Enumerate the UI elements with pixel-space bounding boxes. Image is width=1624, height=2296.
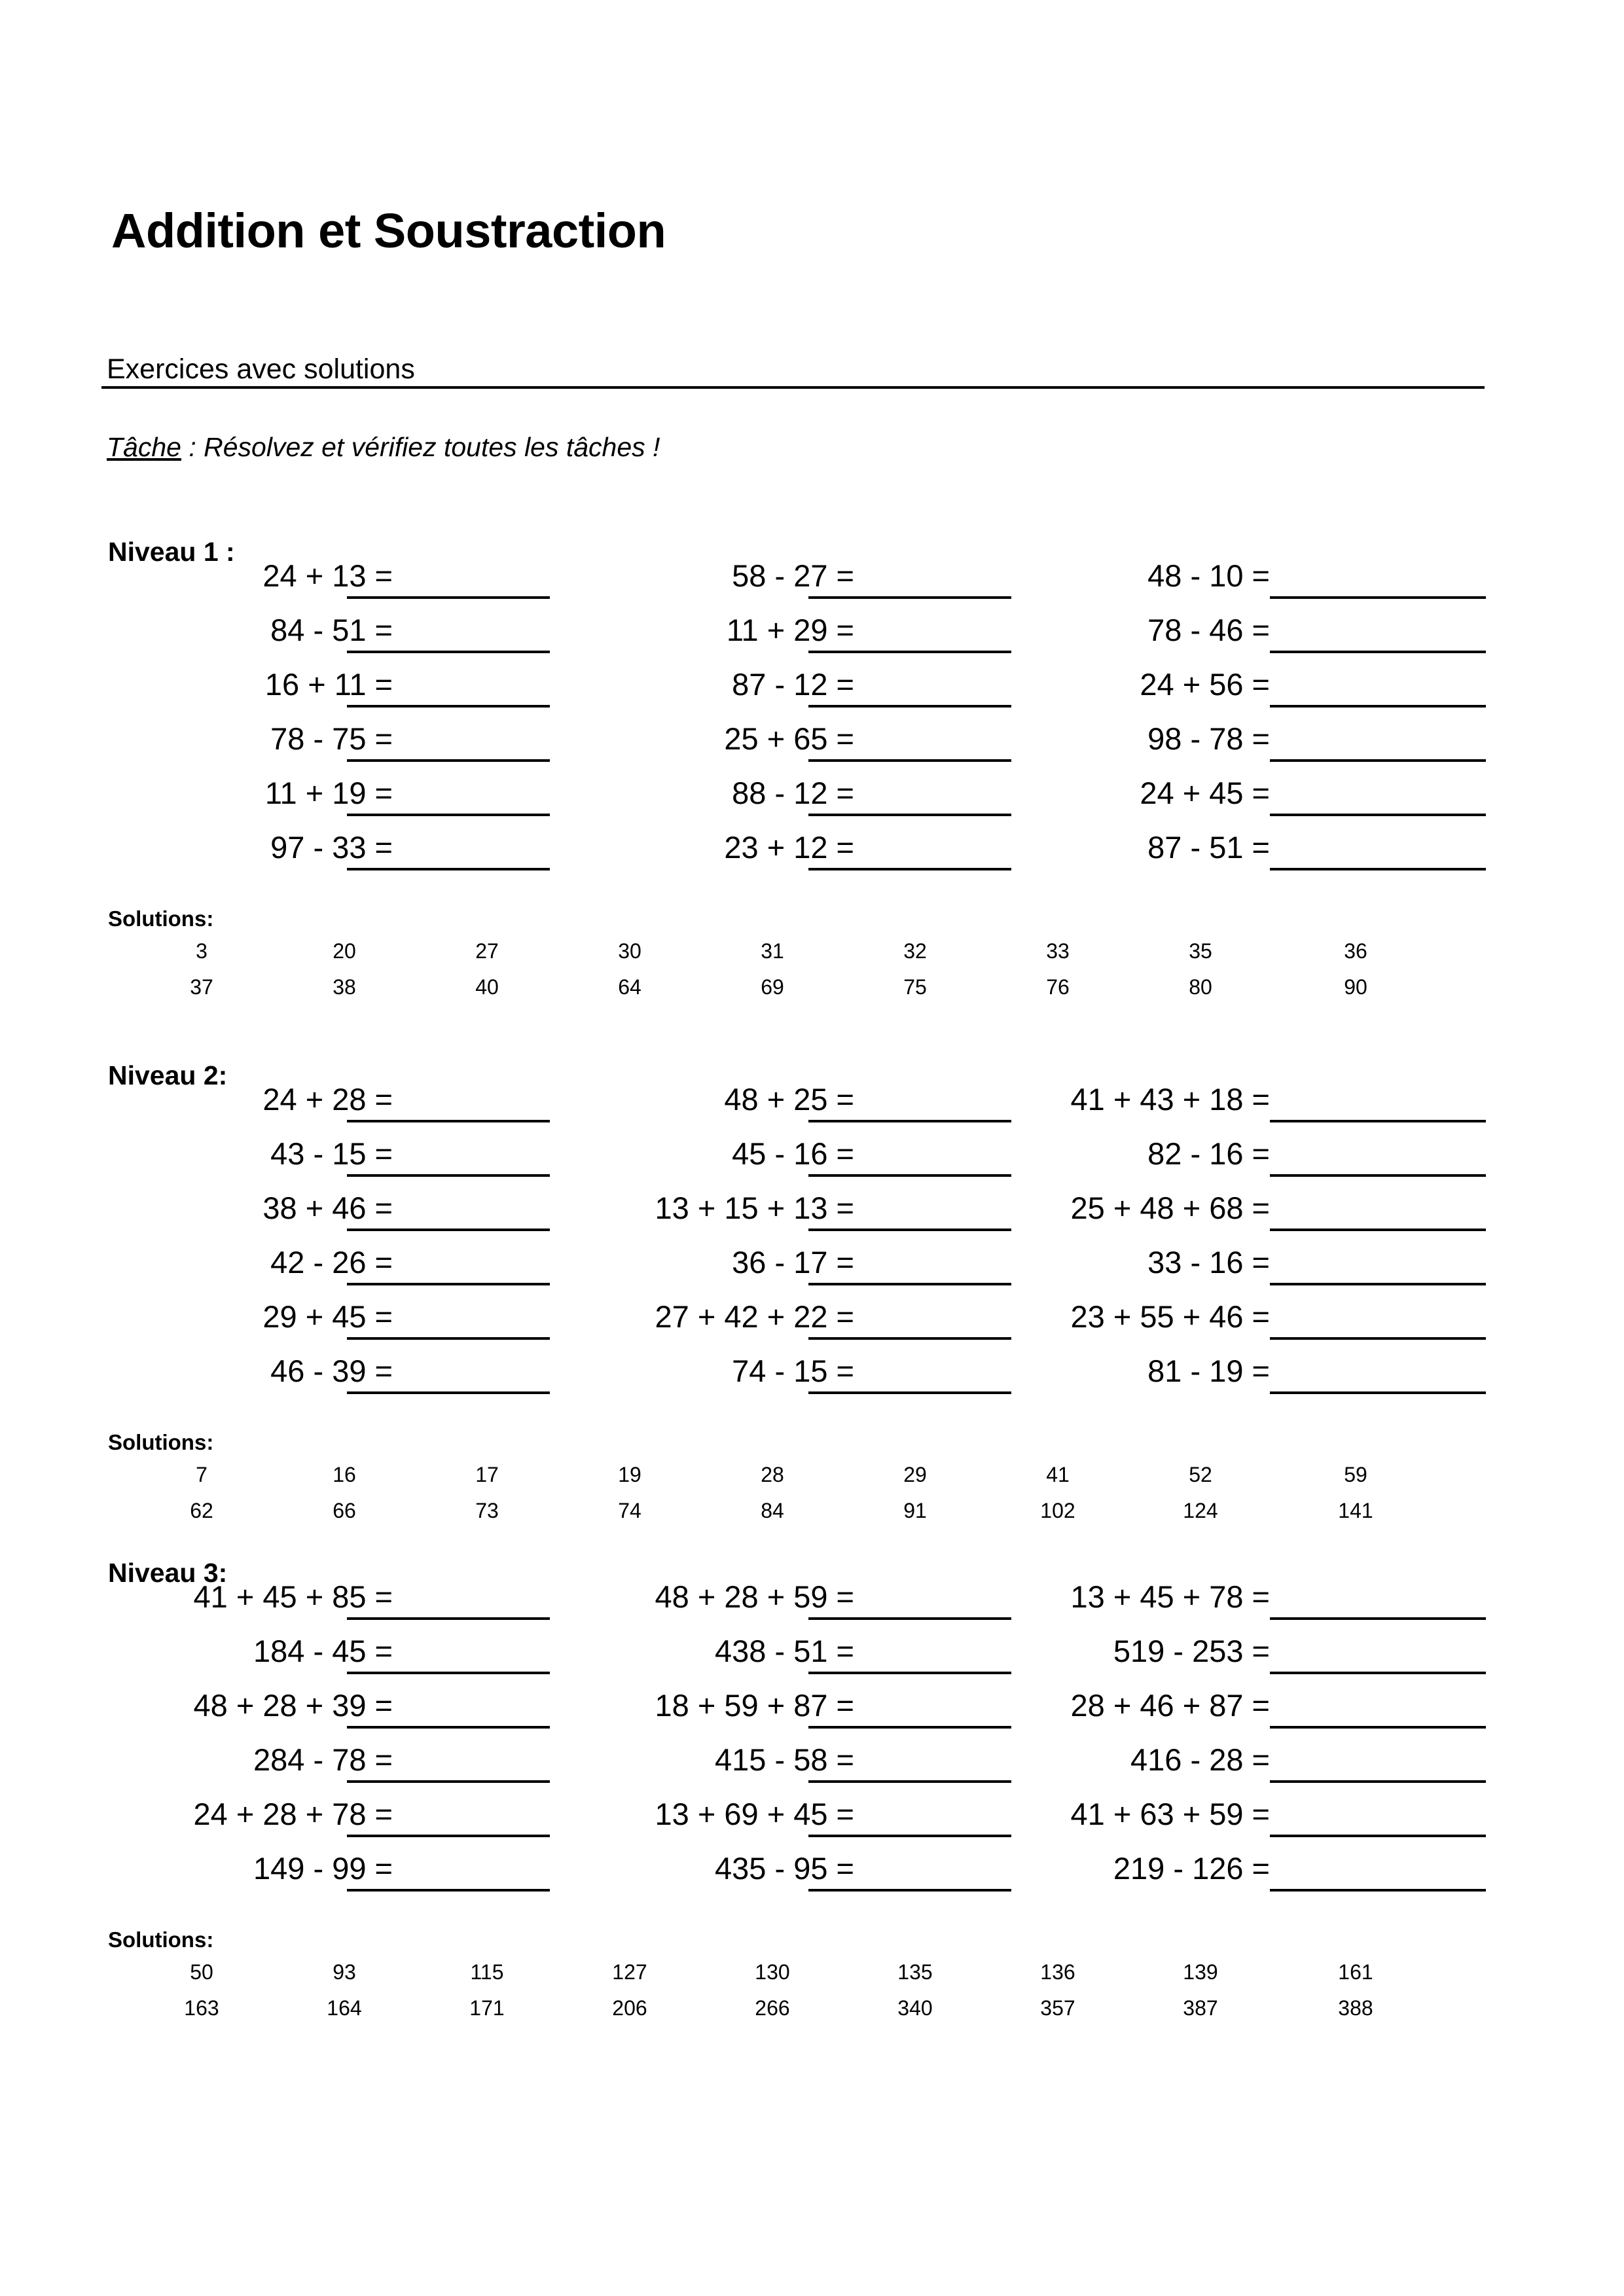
solution-value: 90 (1344, 975, 1367, 999)
problem-expression: 24 + 28 = (262, 1082, 393, 1117)
problem-expression: 149 - 99 = (253, 1851, 393, 1886)
answer-blank[interactable] (1270, 1391, 1486, 1394)
answer-blank[interactable] (347, 1283, 550, 1285)
problem-expression: 41 + 63 + 59 = (1070, 1797, 1270, 1831)
problem-expression: 18 + 59 + 87 = (655, 1688, 854, 1723)
problem-item (524, 1839, 1011, 1892)
problem-item (982, 1676, 1486, 1729)
problem-item (524, 1785, 1011, 1837)
problem-expression: 74 - 15 = (732, 1354, 854, 1388)
problem-expression: 45 - 16 = (732, 1136, 854, 1171)
answer-blank[interactable] (1270, 1617, 1486, 1620)
problem-item (524, 1568, 1011, 1620)
problem-expression: 78 - 75 = (270, 721, 393, 756)
problem-expression: 41 + 43 + 18 = (1070, 1082, 1270, 1117)
problem-item (982, 1568, 1486, 1620)
solution-value: 66 (333, 1499, 356, 1522)
solution-value: 3 (196, 939, 208, 963)
problem-expression: 519 - 253 = (1113, 1634, 1270, 1668)
solution-value: 36 (1344, 939, 1367, 963)
answer-blank[interactable] (808, 596, 1011, 599)
solution-value: 38 (333, 975, 356, 999)
answer-blank[interactable] (347, 1780, 550, 1783)
problem-item (65, 1124, 550, 1177)
solution-value: 93 (333, 1960, 356, 1984)
problem-item (982, 601, 1486, 653)
answer-blank[interactable] (347, 1120, 550, 1122)
page-title: Addition et Soustraction (111, 204, 666, 258)
problem-item (65, 601, 550, 653)
solution-value: 27 (475, 939, 499, 963)
task-text: : Résolvez et vérifiez toutes les tâches ! (181, 432, 660, 462)
problem-expression: 435 - 95 = (715, 1851, 854, 1886)
answer-blank[interactable] (808, 1229, 1011, 1231)
problem-expression: 219 - 126 = (1113, 1851, 1270, 1886)
solution-value: 130 (755, 1960, 790, 1984)
answer-blank[interactable] (808, 1337, 1011, 1340)
problem-expression: 82 - 16 = (1147, 1136, 1270, 1171)
solutions-label: Solutions: (108, 1430, 214, 1454)
answer-blank[interactable] (1270, 1283, 1486, 1285)
answer-blank[interactable] (347, 1174, 550, 1177)
problem-expression: 24 + 45 = (1140, 776, 1270, 810)
answer-blank[interactable] (1270, 1120, 1486, 1122)
answer-blank[interactable] (347, 759, 550, 762)
solution-value: 76 (1046, 975, 1070, 999)
problem-item (982, 1622, 1486, 1674)
answer-blank[interactable] (347, 1672, 550, 1674)
problem-item (65, 1676, 550, 1729)
problem-expression: 46 - 39 = (270, 1354, 393, 1388)
solution-value: 40 (475, 975, 499, 999)
problem-item (65, 1233, 550, 1285)
problem-item (524, 655, 1011, 708)
problem-item (65, 1287, 550, 1340)
problem-item (982, 709, 1486, 762)
solution-value: 41 (1046, 1463, 1070, 1486)
solution-value: 115 (470, 1960, 504, 1984)
solution-value: 206 (612, 1996, 647, 2020)
solution-value: 102 (1040, 1499, 1075, 1522)
solution-value: 141 (1338, 1499, 1373, 1522)
problem-expression: 27 + 42 + 22 = (655, 1299, 854, 1334)
solution-value: 33 (1046, 939, 1070, 963)
problem-item (65, 547, 550, 599)
solution-value: 136 (1040, 1960, 1075, 1984)
problem-item (524, 1676, 1011, 1729)
problem-item (65, 1785, 550, 1837)
problem-item (65, 818, 550, 870)
problem-item (982, 1070, 1486, 1122)
problem-expression: 184 - 45 = (253, 1634, 393, 1668)
solution-value: 139 (1183, 1960, 1218, 1984)
solution-value: 387 (1183, 1996, 1218, 2020)
problem-expression: 58 - 27 = (732, 558, 854, 593)
answer-blank[interactable] (347, 1835, 550, 1837)
solution-value: 20 (333, 939, 356, 963)
solution-value: 28 (761, 1463, 784, 1486)
problem-expression: 98 - 78 = (1147, 721, 1270, 756)
solution-value: 31 (761, 939, 784, 963)
problem-item (65, 1622, 550, 1674)
problem-item (65, 1070, 550, 1122)
answer-blank[interactable] (1270, 1780, 1486, 1783)
answer-blank[interactable] (1270, 814, 1486, 816)
solution-value: 50 (190, 1960, 213, 1984)
problem-expression: 284 - 78 = (253, 1742, 393, 1777)
solution-value: 30 (618, 939, 641, 963)
solution-value: 73 (475, 1499, 499, 1522)
solution-value: 340 (897, 1996, 933, 2020)
solution-value: 388 (1338, 1996, 1373, 2020)
solution-value: 62 (190, 1499, 213, 1522)
answer-blank[interactable] (347, 1337, 550, 1340)
solution-value: 37 (190, 975, 213, 999)
problem-item (982, 818, 1486, 870)
solution-value: 7 (196, 1463, 208, 1486)
level-section-3 (0, 1558, 1624, 2029)
problem-expression: 88 - 12 = (732, 776, 854, 810)
problem-item (524, 1342, 1011, 1394)
problem-expression: 24 + 28 + 78 = (193, 1797, 393, 1831)
answer-blank[interactable] (1270, 705, 1486, 708)
solution-value: 357 (1040, 1996, 1075, 2020)
answer-blank[interactable] (1270, 1726, 1486, 1729)
answer-blank[interactable] (808, 1174, 1011, 1177)
answer-blank[interactable] (808, 1889, 1011, 1892)
level-section-2 (0, 1060, 1624, 1532)
problem-expression: 48 + 25 = (724, 1082, 854, 1117)
problem-expression: 87 - 51 = (1147, 830, 1270, 865)
answer-blank[interactable] (808, 1617, 1011, 1620)
answer-blank[interactable] (1270, 1229, 1486, 1231)
answer-blank[interactable] (808, 814, 1011, 816)
problem-item (65, 1342, 550, 1394)
problem-expression: 23 + 12 = (724, 830, 854, 865)
problem-item (524, 818, 1011, 870)
solution-value: 32 (903, 939, 927, 963)
problem-item (65, 1568, 550, 1620)
answer-blank[interactable] (347, 868, 550, 870)
solution-value: 75 (903, 975, 927, 999)
problem-item (524, 1070, 1011, 1122)
answer-blank[interactable] (808, 1672, 1011, 1674)
problem-item (524, 1179, 1011, 1231)
solution-value: 59 (1344, 1463, 1367, 1486)
answer-blank[interactable] (808, 1835, 1011, 1837)
problem-item (524, 1622, 1011, 1674)
solutions-label: Solutions: (108, 1928, 214, 1952)
problem-expression: 29 + 45 = (262, 1299, 393, 1334)
problem-expression: 23 + 55 + 46 = (1070, 1299, 1270, 1334)
problem-item (524, 1124, 1011, 1177)
answer-blank[interactable] (347, 1726, 550, 1729)
task-instruction (107, 432, 660, 463)
problem-item (982, 547, 1486, 599)
answer-blank[interactable] (1270, 1174, 1486, 1177)
problem-item (65, 655, 550, 708)
problem-item (65, 1731, 550, 1783)
answer-blank[interactable] (347, 705, 550, 708)
problem-item (982, 1731, 1486, 1783)
problem-expression: 25 + 65 = (724, 721, 854, 756)
answer-blank[interactable] (808, 759, 1011, 762)
solution-value: 161 (1338, 1960, 1373, 1984)
answer-blank[interactable] (347, 1617, 550, 1620)
answer-blank[interactable] (808, 651, 1011, 653)
solution-value: 17 (475, 1463, 499, 1486)
answer-blank[interactable] (347, 814, 550, 816)
problem-expression: 36 - 17 = (732, 1245, 854, 1280)
solution-value: 163 (184, 1996, 219, 2020)
problem-item (65, 1839, 550, 1892)
answer-blank[interactable] (347, 651, 550, 653)
solution-value: 74 (618, 1499, 641, 1522)
problem-expression: 78 - 46 = (1147, 613, 1270, 647)
solution-value: 16 (333, 1463, 356, 1486)
problem-item (524, 709, 1011, 762)
problem-expression: 11 + 19 = (264, 776, 393, 810)
problem-item (982, 1124, 1486, 1177)
problem-expression: 42 - 26 = (270, 1245, 393, 1280)
problem-item (982, 1287, 1486, 1340)
level-title: Niveau 1 : (108, 537, 235, 567)
answer-blank[interactable] (1270, 1889, 1486, 1892)
problem-item (524, 764, 1011, 816)
solution-value: 124 (1183, 1499, 1218, 1522)
level-title: Niveau 2: (108, 1060, 228, 1090)
problem-item (524, 547, 1011, 599)
solution-value: 135 (897, 1960, 933, 1984)
solution-value: 266 (755, 1996, 790, 2020)
problem-expression: 33 - 16 = (1147, 1245, 1270, 1280)
subtitle-divider (101, 386, 1485, 389)
problem-expression: 48 + 28 + 39 = (193, 1688, 393, 1723)
problem-expression: 13 + 69 + 45 = (655, 1797, 854, 1831)
problem-expression: 87 - 12 = (732, 667, 854, 702)
problem-expression: 416 - 28 = (1130, 1742, 1270, 1777)
solution-value: 29 (903, 1463, 927, 1486)
solution-value: 19 (618, 1463, 641, 1486)
problem-expression: 24 + 56 = (1140, 667, 1270, 702)
answer-blank[interactable] (808, 705, 1011, 708)
solution-value: 84 (761, 1499, 784, 1522)
answer-blank[interactable] (347, 596, 550, 599)
solution-value: 164 (327, 1996, 362, 2020)
answer-blank[interactable] (1270, 596, 1486, 599)
problem-item (524, 1287, 1011, 1340)
answer-blank[interactable] (1270, 1672, 1486, 1674)
problem-item (524, 1233, 1011, 1285)
solutions-label: Solutions: (108, 906, 214, 931)
problem-item (524, 601, 1011, 653)
problem-expression: 11 + 29 = (726, 613, 854, 647)
solution-value: 91 (903, 1499, 927, 1522)
problem-expression: 16 + 11 = (264, 667, 393, 702)
problem-expression: 48 + 28 + 59 = (655, 1579, 854, 1614)
problem-expression: 38 + 46 = (262, 1191, 393, 1225)
problem-item (65, 709, 550, 762)
problem-expression: 13 + 45 + 78 = (1070, 1579, 1270, 1614)
problem-item (65, 764, 550, 816)
problem-item (65, 1179, 550, 1231)
task-label: Tâche (107, 432, 181, 462)
solution-value: 171 (469, 1996, 505, 2020)
problem-item (982, 1233, 1486, 1285)
answer-blank[interactable] (347, 1391, 550, 1394)
problem-item (982, 1342, 1486, 1394)
level-section-1 (0, 537, 1624, 1008)
answer-blank[interactable] (808, 1726, 1011, 1729)
solution-value: 80 (1189, 975, 1212, 999)
answer-blank[interactable] (1270, 868, 1486, 870)
problem-item (982, 764, 1486, 816)
problem-item (524, 1731, 1011, 1783)
problem-expression: 28 + 46 + 87 = (1070, 1688, 1270, 1723)
answer-blank[interactable] (808, 1283, 1011, 1285)
answer-blank[interactable] (1270, 759, 1486, 762)
answer-blank[interactable] (347, 1229, 550, 1231)
solution-value: 35 (1189, 939, 1212, 963)
problem-expression: 81 - 19 = (1147, 1354, 1270, 1388)
answer-blank[interactable] (808, 1391, 1011, 1394)
problem-item (982, 1839, 1486, 1892)
problem-expression: 24 + 13 = (262, 558, 393, 593)
answer-blank[interactable] (1270, 1337, 1486, 1340)
problem-expression: 41 + 45 + 85 = (193, 1579, 393, 1614)
problem-item (982, 1179, 1486, 1231)
problem-expression: 13 + 15 + 13 = (655, 1191, 854, 1225)
problem-expression: 438 - 51 = (715, 1634, 854, 1668)
solution-value: 64 (618, 975, 641, 999)
level-title: Niveau 3: (108, 1558, 228, 1588)
problem-item (982, 655, 1486, 708)
problem-expression: 84 - 51 = (270, 613, 393, 647)
problem-expression: 48 - 10 = (1147, 558, 1270, 593)
problem-expression: 25 + 48 + 68 = (1070, 1191, 1270, 1225)
problem-item (982, 1785, 1486, 1837)
answer-blank[interactable] (808, 1780, 1011, 1783)
answer-blank[interactable] (1270, 1835, 1486, 1837)
problem-expression: 97 - 33 = (270, 830, 393, 865)
solution-value: 69 (761, 975, 784, 999)
page-subtitle: Exercices avec solutions (107, 353, 415, 385)
solution-value: 127 (612, 1960, 647, 1984)
problem-expression: 43 - 15 = (270, 1136, 393, 1171)
answer-blank[interactable] (347, 1889, 550, 1892)
answer-blank[interactable] (808, 868, 1011, 870)
answer-blank[interactable] (1270, 651, 1486, 653)
answer-blank[interactable] (808, 1120, 1011, 1122)
problem-expression: 415 - 58 = (715, 1742, 854, 1777)
solution-value: 52 (1189, 1463, 1212, 1486)
